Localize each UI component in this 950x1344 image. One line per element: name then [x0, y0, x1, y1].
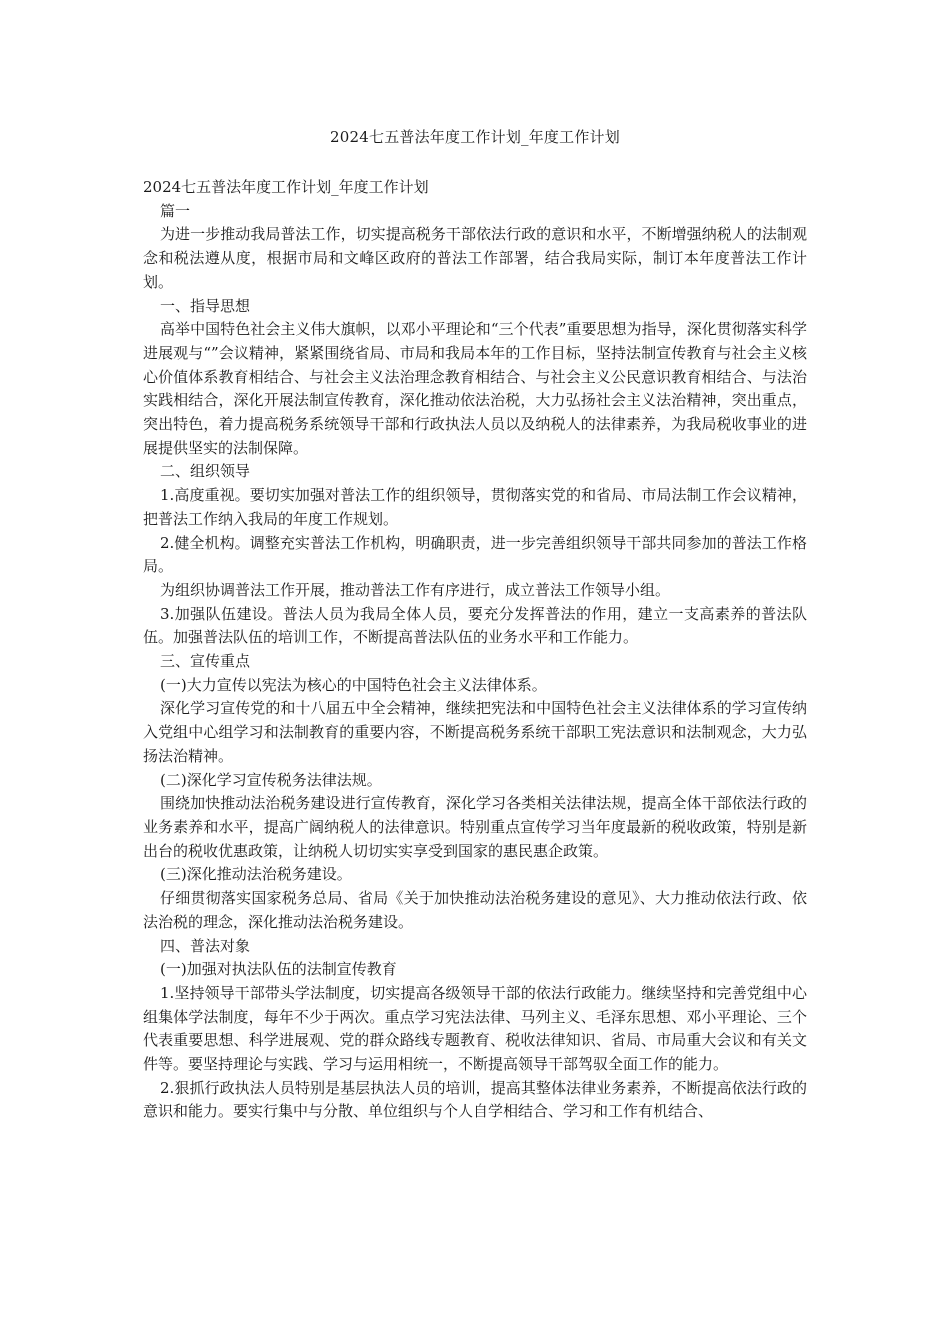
- paragraph: 围绕加快推动法治税务建设进行宣传教育，深化学习各类相关法律法规，提高全体干部依法行政的业务素养和水平，提高广阔纳税人的法律意识。特别重点宣传学习当年度最新的税收政策，特别是新出台的税收优惠政策，让纳税人切切实实享受到国家的惠民惠企政策。: [143, 794, 807, 860]
- paragraph: 1.高度重视。要切实加强对普法工作的组织领导，贯彻落实党的和省局、市局法制工作会议精神，把普法工作纳入我局的年度工作规划。: [143, 486, 807, 528]
- document-body: [143, 176, 807, 1124]
- subsection-heading: (一)大力宣传以宪法为核心的中国特色社会主义法律体系。: [160, 675, 547, 694]
- paragraph: 1.坚持领导干部带头学法制度，切实提高各级领导干部的依法行政能力。继续坚持和完善党组中心组集体学法制度，每年不少于两次。重点学习宪法法律、马列主义、毛泽东思想、邓小平理论、三个代表重要思想、科学进展观、党的群众路线专题教育、税收法律知识、省局、市局重大会议和有关文件等。要坚持理论与实践、学习与运用相统一，不断提高领导干部驾驭全面工作的能力。: [143, 983, 807, 1074]
- section-heading: 三、宣传重点: [160, 652, 251, 671]
- paragraph: 仔细贯彻落实国家税务总局、省局《关于加快推动法治税务建设的意见》、大力推动依法行政、依法治税的理念，深化推动法治税务建设。: [143, 889, 807, 931]
- paragraph: 2.狠抓行政执法人员特别是基层执法人员的培训，提高其整体法律业务素养，不断提高依法行政的意识和能力。要实行集中与分散、单位组织与个人自学相结合、学习和工作有机结合、: [143, 1078, 807, 1121]
- paragraph: 3.加强队伍建设。普法人员为我局全体人员，要充分发挥普法的作用，建立一支高素养的普法队伍。加强普法队伍的培训工作，不断提高普法队伍的业务水平和工作能力。: [143, 604, 807, 647]
- paragraph: 为进一步推动我局普法工作，切实提高税务干部依法行政的意识和水平，不断增强纳税人的法制观念和税法遵从度，根据市局和文峰区政府的普法工作部署，结合我局实际，制订本年度普法工作计划。: [143, 225, 807, 291]
- subsection-heading: (三)深化推动法治税务建设。: [160, 865, 352, 884]
- subsection-heading: (二)深化学习宣传税务法律法规。: [160, 770, 382, 789]
- section-heading: 四、普法对象: [160, 936, 251, 955]
- subsection-heading: (一)加强对执法队伍的法制宣传教育: [160, 960, 397, 979]
- section-heading: 二、组织领导: [160, 462, 251, 481]
- paragraph: 高举中国特色社会主义伟大旗帜，以邓小平理论和“三个代表”重要思想为指导，深化贯彻落实科学进展观与“”会议精神，紧紧围绕省局、市局和我局本年的工作目标，坚持法制宣传教育与社会主义核心价值体系教育相结合、与社会主义法治理念教育相结合、与社会主义公民意识教育相结合、与法治实践相结合，深化开展法制宣传教育，深化推动依法治税，大力弘扬社会主义法治精神，突出重点，突出特色，着力提高税务系统领导干部和行政执法人员以及纳税人的法律素养，为我局税收事业的进展提供坚实的法制保障。: [143, 320, 807, 457]
- section-heading: 一、指导思想: [160, 296, 251, 315]
- document-title: 2024七五普法年度工作计划_年度工作计划: [330, 128, 620, 146]
- paragraph: 篇一: [160, 201, 191, 220]
- paragraph: 为组织协调普法工作开展，推动普法工作有序进行，成立普法工作领导小组。: [160, 580, 671, 599]
- paragraph: 2.健全机构。调整充实普法工作机构，明确职责，进一步完善组织领导干部共同参加的普法工作格局。: [143, 533, 807, 576]
- document-subtitle: 2024七五普法年度工作计划_年度工作计划: [143, 178, 429, 196]
- paragraph: 深化学习宣传党的和十八届五中全会精神，继续把宪法和中国特色社会主义法律体系的学习宣传纳入党组中心组学习和法制教育的重要内容，不断提高税务系统干部职工宪法意识和法制观念，大力弘扬法治精神。: [143, 699, 807, 765]
